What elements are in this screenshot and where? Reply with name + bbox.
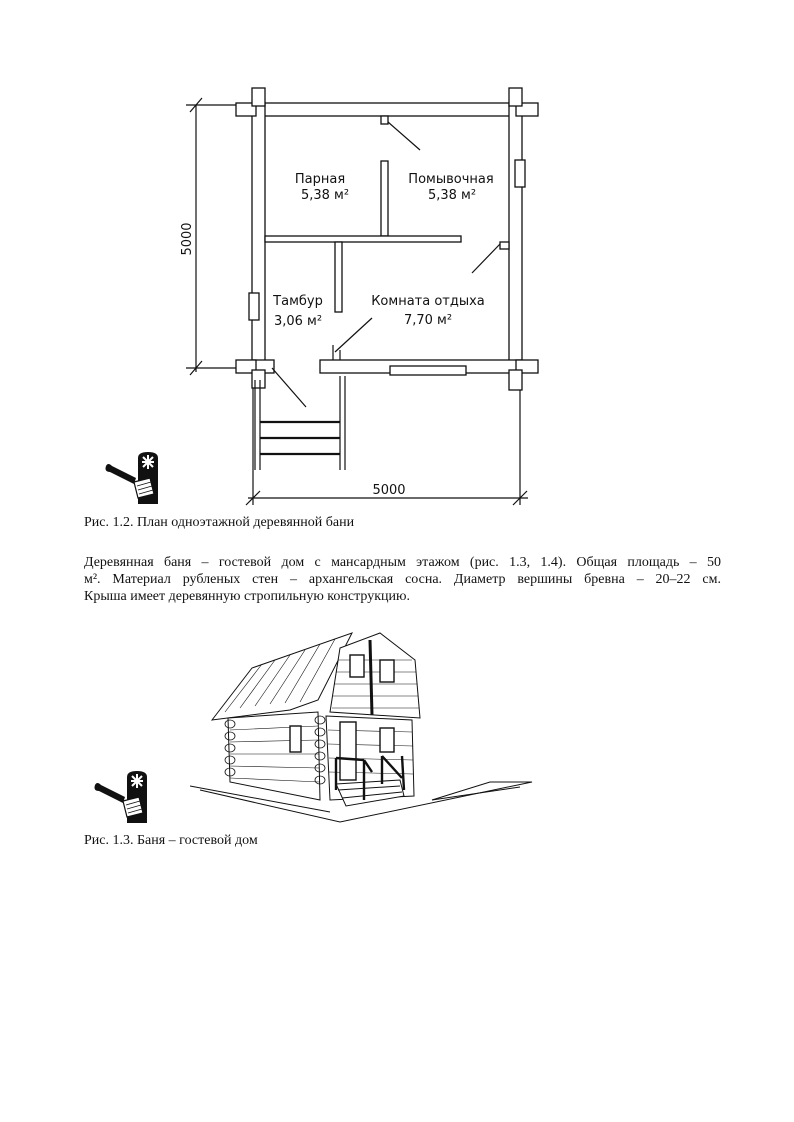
brush-snowflake-icon xyxy=(93,771,155,825)
figure-1-2-caption: Рис. 1.2. План одноэтажной деревянной бани xyxy=(84,515,355,530)
room-name-komnata: Комната отдыха xyxy=(371,294,485,309)
dim-label-vertical: 5000 xyxy=(180,222,195,256)
brush-snowflake-icon xyxy=(104,452,166,506)
door-pomyvochnaya xyxy=(388,122,420,150)
dim-label-horizontal: 5000 xyxy=(372,483,406,498)
window-bottom xyxy=(390,366,466,375)
body-paragraph xyxy=(84,554,721,605)
room-name-tambur: Тамбур xyxy=(273,294,323,309)
window-gable-left xyxy=(350,655,364,677)
partition-tambur xyxy=(335,242,342,312)
wall-side xyxy=(228,712,320,800)
house-illustration xyxy=(175,630,535,830)
room-name-parnaya: Парная xyxy=(294,172,346,187)
room-area-pomyvochnaya: 5,38 м² xyxy=(427,188,477,203)
wall-top xyxy=(252,103,522,116)
room-area-parnaya: 5,38 м² xyxy=(300,188,350,203)
wall-right xyxy=(509,103,522,373)
partition-horizontal xyxy=(265,236,461,242)
door-entrance xyxy=(272,368,306,407)
wall-left xyxy=(252,103,265,373)
door-komnata xyxy=(472,244,500,273)
window-gable-right xyxy=(380,660,394,682)
door-tambur xyxy=(335,318,372,352)
window-side xyxy=(290,726,301,752)
floor-plan xyxy=(170,80,560,510)
window-front xyxy=(380,728,394,752)
room-name-pomyvochnaya: Помывочная xyxy=(408,172,494,187)
window-right xyxy=(515,160,525,187)
room-area-tambur: 3,06 м² xyxy=(273,314,323,329)
paragraph-line: м². Материал рубленых стен – архангельская сосна. Диаметр вершины бревна – 20–22 см. xyxy=(84,572,721,587)
window-left xyxy=(249,293,259,320)
paragraph-line: Крыша имеет деревянную стропильную конструкцию. xyxy=(84,589,410,604)
partition-wet-rooms xyxy=(381,161,388,236)
paragraph-line: Деревянная баня – гостевой дом с мансардным этажом (рис. 1.3, 1.4). Общая площадь – 50 xyxy=(84,555,721,570)
figure-1-3-caption: Рис. 1.3. Баня – гостевой дом xyxy=(84,833,258,848)
door-front xyxy=(340,722,356,780)
room-area-komnata: 7,70 м² xyxy=(403,313,453,328)
